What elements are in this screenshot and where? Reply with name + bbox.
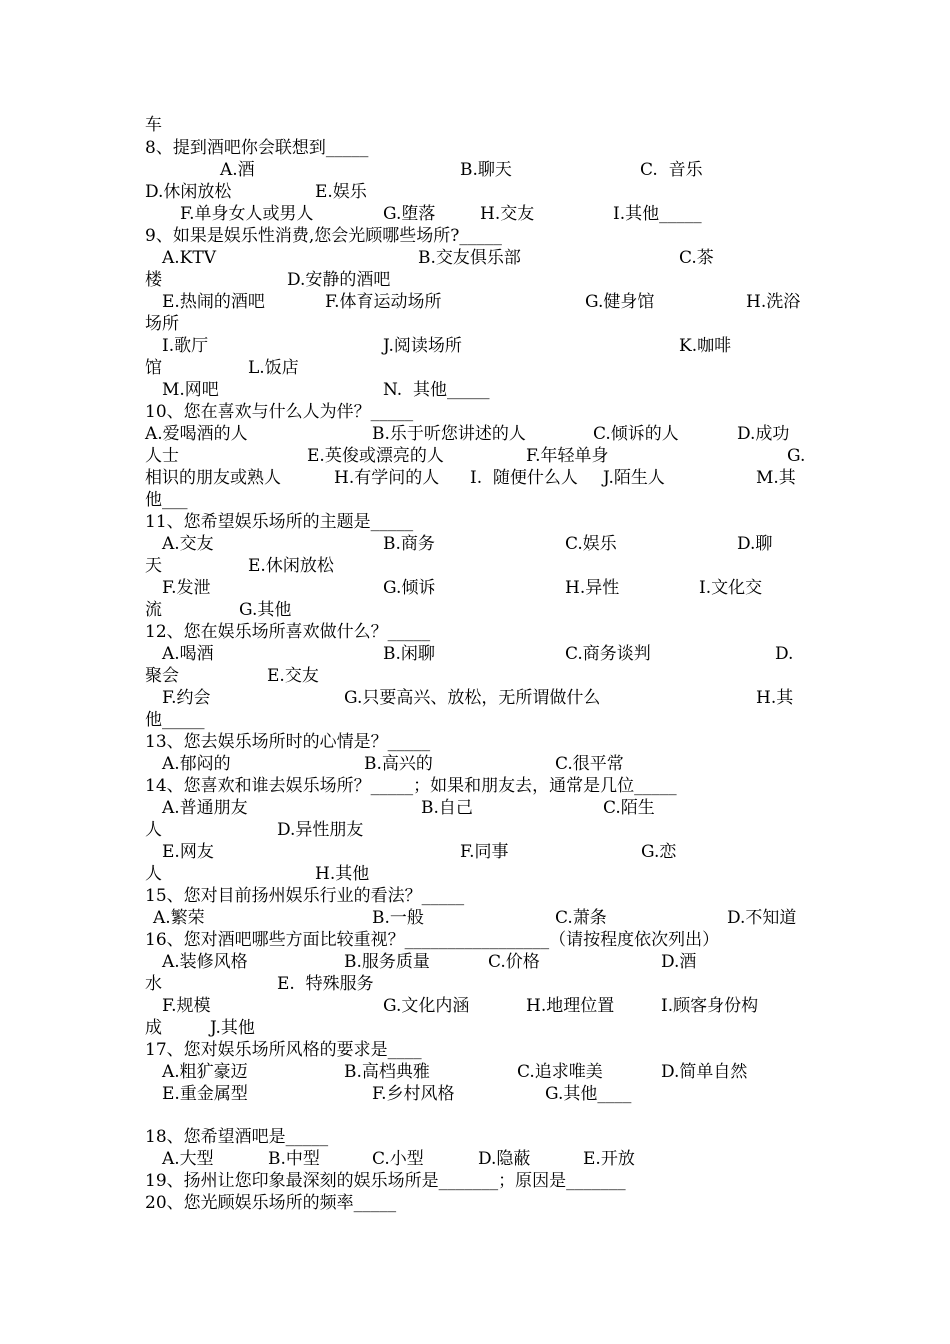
option-continuation: 馆 — [145, 358, 162, 378]
option-continuation: 人 — [145, 864, 162, 884]
option: A.喝酒 — [162, 644, 214, 664]
option: B.闲聊 — [383, 644, 435, 664]
option-continuation: 水 — [145, 974, 162, 994]
option: B.高档典雅 — [344, 1062, 430, 1082]
option: H.异性 — [565, 578, 620, 598]
option: C. 音乐 — [640, 160, 703, 180]
option: B.交友俱乐部 — [418, 248, 521, 268]
question-9: 9、如果是娱乐性消费,您会光顾哪些场所?_____ — [145, 226, 502, 246]
option: F.约会 — [162, 688, 211, 708]
option: H.洗浴 — [746, 292, 801, 312]
option-continuation: 成 — [145, 1018, 162, 1038]
option: D. — [775, 644, 794, 664]
option-continuation: 相识的朋友或熟人 — [145, 468, 281, 488]
option: B.乐于听您讲述的人 — [372, 424, 526, 444]
option: B.高兴的 — [364, 754, 433, 774]
option: E.网友 — [162, 842, 214, 862]
option: A.大型 — [162, 1149, 214, 1169]
option: E.娱乐 — [315, 182, 367, 202]
option: D.休闲放松 — [145, 182, 232, 202]
option: K.咖啡 — [679, 336, 732, 356]
option: E.热闹的酒吧 — [162, 292, 265, 312]
option: C.娱乐 — [565, 534, 617, 554]
question-16: 16、您对酒吧哪些方面比较重视？_________________（请按程度依次列出） — [145, 930, 720, 950]
option: C.商务谈判 — [565, 644, 651, 664]
question-20: 20、您光顾娱乐场所的频率_____ — [145, 1193, 397, 1213]
option: M.网吧 — [162, 380, 219, 400]
option: F.年轻单身 — [526, 446, 609, 466]
option: G.只要高兴、放松，无所谓做什么 — [344, 688, 601, 708]
option: C.倾诉的人 — [593, 424, 679, 444]
option: E.英俊或漂亮的人 — [307, 446, 444, 466]
option: H.有学问的人 — [334, 468, 440, 488]
option: G.健身馆 — [585, 292, 655, 312]
option: H.其 — [756, 688, 794, 708]
option: A.爱喝酒的人 — [145, 424, 248, 444]
option: G.其他 — [239, 600, 292, 620]
option: B.一般 — [372, 908, 424, 928]
option: B.聊天 — [460, 160, 512, 180]
option: F.单身女人或男人 — [180, 204, 314, 224]
option-continuation: 他_____ — [145, 710, 205, 730]
question-18: 18、您希望酒吧是_____ — [145, 1127, 329, 1147]
option-continuation: 聚会 — [145, 666, 179, 686]
option: A.繁荣 — [153, 908, 205, 928]
option: J.阅读场所 — [383, 336, 462, 356]
question-10: 10、您在喜欢与什么人为伴？_____ — [145, 402, 414, 422]
option: E.开放 — [583, 1149, 635, 1169]
option: G.文化内涵 — [383, 996, 470, 1016]
option: D.酒 — [661, 952, 697, 972]
option: I.歌厅 — [162, 336, 209, 356]
option: B.服务质量 — [344, 952, 430, 972]
option: B.商务 — [383, 534, 435, 554]
option: F.同事 — [460, 842, 509, 862]
option: H.其他 — [315, 864, 370, 884]
option: A.普通朋友 — [162, 798, 248, 818]
option: I. 随便什么人 — [470, 468, 578, 488]
option-continuation: 场所 — [145, 314, 179, 334]
question-12: 12、您在娱乐场所喜欢做什么？_____ — [145, 622, 431, 642]
option: F.发泄 — [162, 578, 211, 598]
option: I.文化交 — [699, 578, 763, 598]
option: D.异性朋友 — [277, 820, 364, 840]
option: D.隐蔽 — [478, 1149, 531, 1169]
question-8: 8、提到酒吧你会联想到_____ — [145, 138, 369, 158]
option-continuation: 人士 — [145, 446, 179, 466]
option-continuation: 人 — [145, 820, 162, 840]
option: D.聊 — [737, 534, 773, 554]
option: C.陌生 — [603, 798, 655, 818]
question-19: 19、扬州让您印象最深刻的娱乐场所是_______；原因是_______ — [145, 1171, 626, 1191]
option: G.恋 — [641, 842, 677, 862]
option: E.重金属型 — [162, 1084, 248, 1104]
option-continuation: 楼 — [145, 270, 162, 290]
option: I.顾客身份构 — [661, 996, 759, 1016]
option: H.地理位置 — [526, 996, 615, 1016]
option: E. 特殊服务 — [277, 974, 374, 994]
option: A.交友 — [162, 534, 214, 554]
question-13: 13、您去娱乐场所时的心情是？_____ — [145, 732, 431, 752]
option: F.规模 — [162, 996, 211, 1016]
option: E.休闲放松 — [248, 556, 334, 576]
option: C.追求唯美 — [517, 1062, 603, 1082]
option: C.很平常 — [555, 754, 624, 774]
option: C.小型 — [372, 1149, 424, 1169]
option: G.倾诉 — [383, 578, 436, 598]
option-continuation: 他___ — [145, 490, 188, 510]
option: F.乡村风格 — [372, 1084, 455, 1104]
option: A.郁闷的 — [162, 754, 231, 774]
option: J.其他 — [210, 1018, 255, 1038]
option: B.自己 — [421, 798, 473, 818]
option: G.其他____ — [545, 1084, 632, 1104]
option-continuation: 流 — [145, 600, 162, 620]
question-11: 11、您希望娱乐场所的主题是_____ — [145, 512, 414, 532]
option: H.交友 — [480, 204, 535, 224]
option: F.体育运动场所 — [325, 292, 442, 312]
option: A.装修风格 — [162, 952, 248, 972]
option: C.萧条 — [555, 908, 607, 928]
option: E.交友 — [267, 666, 319, 686]
option: C.茶 — [679, 248, 714, 268]
option: D.安静的酒吧 — [287, 270, 391, 290]
option: D.简单自然 — [661, 1062, 748, 1082]
option: G. — [787, 446, 806, 466]
option: M.其 — [756, 468, 796, 488]
option: C.价格 — [488, 952, 540, 972]
option: A.KTV — [162, 248, 216, 268]
option: D.成功 — [737, 424, 790, 444]
option: N. 其他_____ — [383, 380, 490, 400]
text-line: 车 — [145, 115, 162, 135]
option: B.中型 — [268, 1149, 320, 1169]
option: I.其他_____ — [613, 204, 702, 224]
option: J.陌生人 — [603, 468, 665, 488]
question-15: 15、您对目前扬州娱乐行业的看法？_____ — [145, 886, 465, 906]
question-17: 17、您对娱乐场所风格的要求是____ — [145, 1040, 422, 1060]
option-continuation: 天 — [145, 556, 162, 576]
option: D.不知道 — [727, 908, 797, 928]
question-14: 14、您喜欢和谁去娱乐场所？_____；如果和朋友去，通常是几位_____ — [145, 776, 677, 796]
option: A.粗犷豪迈 — [162, 1062, 248, 1082]
option: L.饭店 — [248, 358, 299, 378]
option: G.堕落 — [383, 204, 436, 224]
option: A.酒 — [220, 160, 255, 180]
